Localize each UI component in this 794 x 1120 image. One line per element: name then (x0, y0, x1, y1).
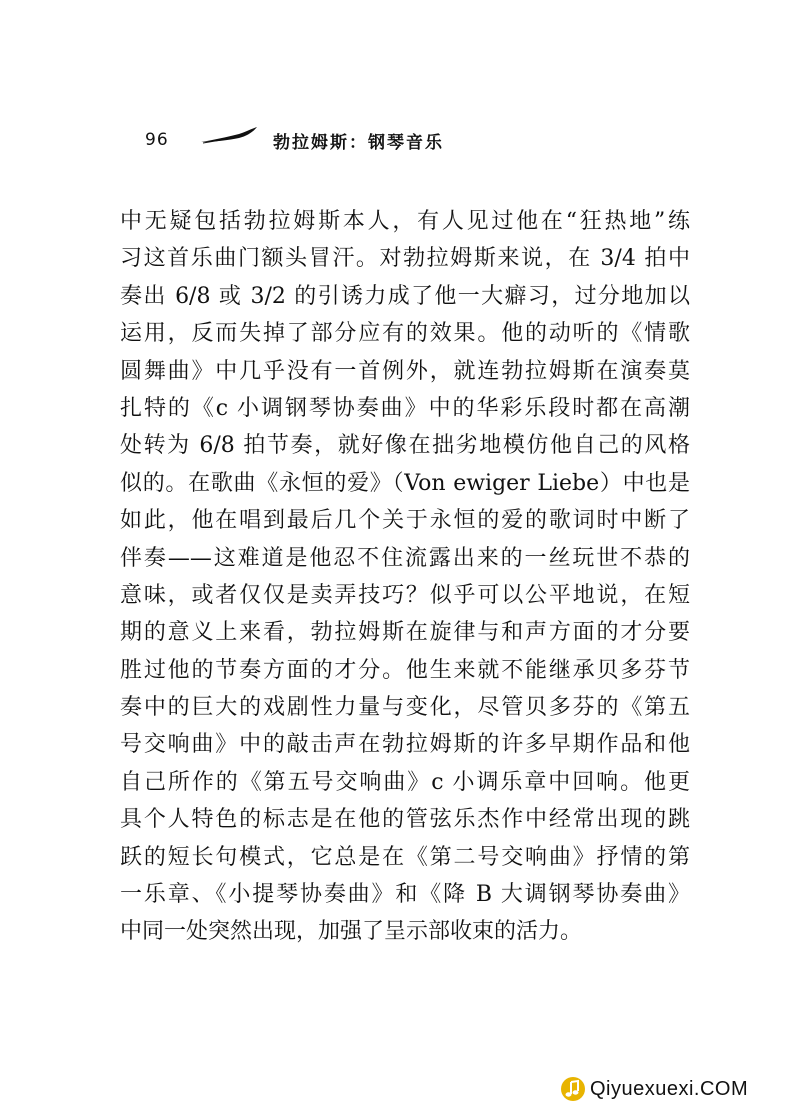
page-number: 96 (145, 130, 169, 150)
text-line: 胜过他的节奏方面的才分。他生来就不能继承贝多芬节 (120, 657, 690, 683)
text-line: 奏出 6/8 或 3/2 的引诱力成了他一大癖习，过分地加以 (120, 283, 690, 309)
music-note-logo-icon (560, 1076, 586, 1102)
watermark (560, 1074, 748, 1104)
text-line: 具个人特色的标志是在他的管弦乐杰作中经常出现的跳 (120, 807, 690, 833)
text-line: 奏中的巨大的戏剧性力量与变化，尽管贝多芬的《第五 (120, 695, 690, 721)
text-line: 自己所作的《第五号交响曲》c 小调乐章中回响。他更 (120, 769, 690, 795)
text-line: 号交响曲》中的敲击声在勃拉姆斯的许多早期作品和他 (120, 732, 690, 758)
watermark-text: Qiyuexuexi.COM (590, 1077, 749, 1100)
text-line: 习这首乐曲门额头冒汗。对勃拉姆斯来说，在 3/4 拍中 (120, 246, 690, 272)
text-line: 处转为 6/8 拍节奏，就好像在拙劣地模仿他自己的风格 (120, 433, 690, 459)
text-line: 运用，反而失掉了部分应有的效果。他的动听的《情歌 (120, 321, 690, 347)
page-header (145, 122, 505, 154)
running-title: 勃拉姆斯：钢琴音乐 (273, 133, 444, 153)
text-line: 一乐章、《小提琴协奏曲》和《降 B 大调钢琴协奏曲》 (120, 882, 690, 908)
body-text (120, 203, 690, 951)
text-line: 意味，或者仅仅是卖弄技巧？似乎可以公平地说，在短 (120, 582, 690, 608)
text-line: 中无疑包括勃拉姆斯本人，有人见过他在“狂热地”练 (120, 209, 690, 234)
text-line: 圆舞曲》中几乎没有一首例外，就连勃拉姆斯在演奏莫 (120, 358, 690, 384)
text-line: 期的意义上来看，勃拉姆斯在旋律与和声方面的才分要 (120, 620, 690, 646)
text-line: 如此，他在唱到最后几个关于永恒的爱的歌词时中断了 (120, 508, 690, 534)
text-line: 伴奏——这难道是他忍不住流露出来的一丝玩世不恭的 (120, 545, 690, 571)
text-line: 扎特的《c 小调钢琴协奏曲》中的华彩乐段时都在高潮 (120, 395, 690, 421)
text-line: 中同一处突然出现，加强了呈示部收束的活力。 (120, 919, 583, 945)
text-line: 似的。在歌曲《永恒的爱》（Von ewiger Liebe）中也是 (120, 470, 690, 496)
text-line: 跃的短长句模式，它总是在《第二号交响曲》抒情的第 (120, 844, 690, 870)
quill-ornament-icon (199, 126, 259, 146)
